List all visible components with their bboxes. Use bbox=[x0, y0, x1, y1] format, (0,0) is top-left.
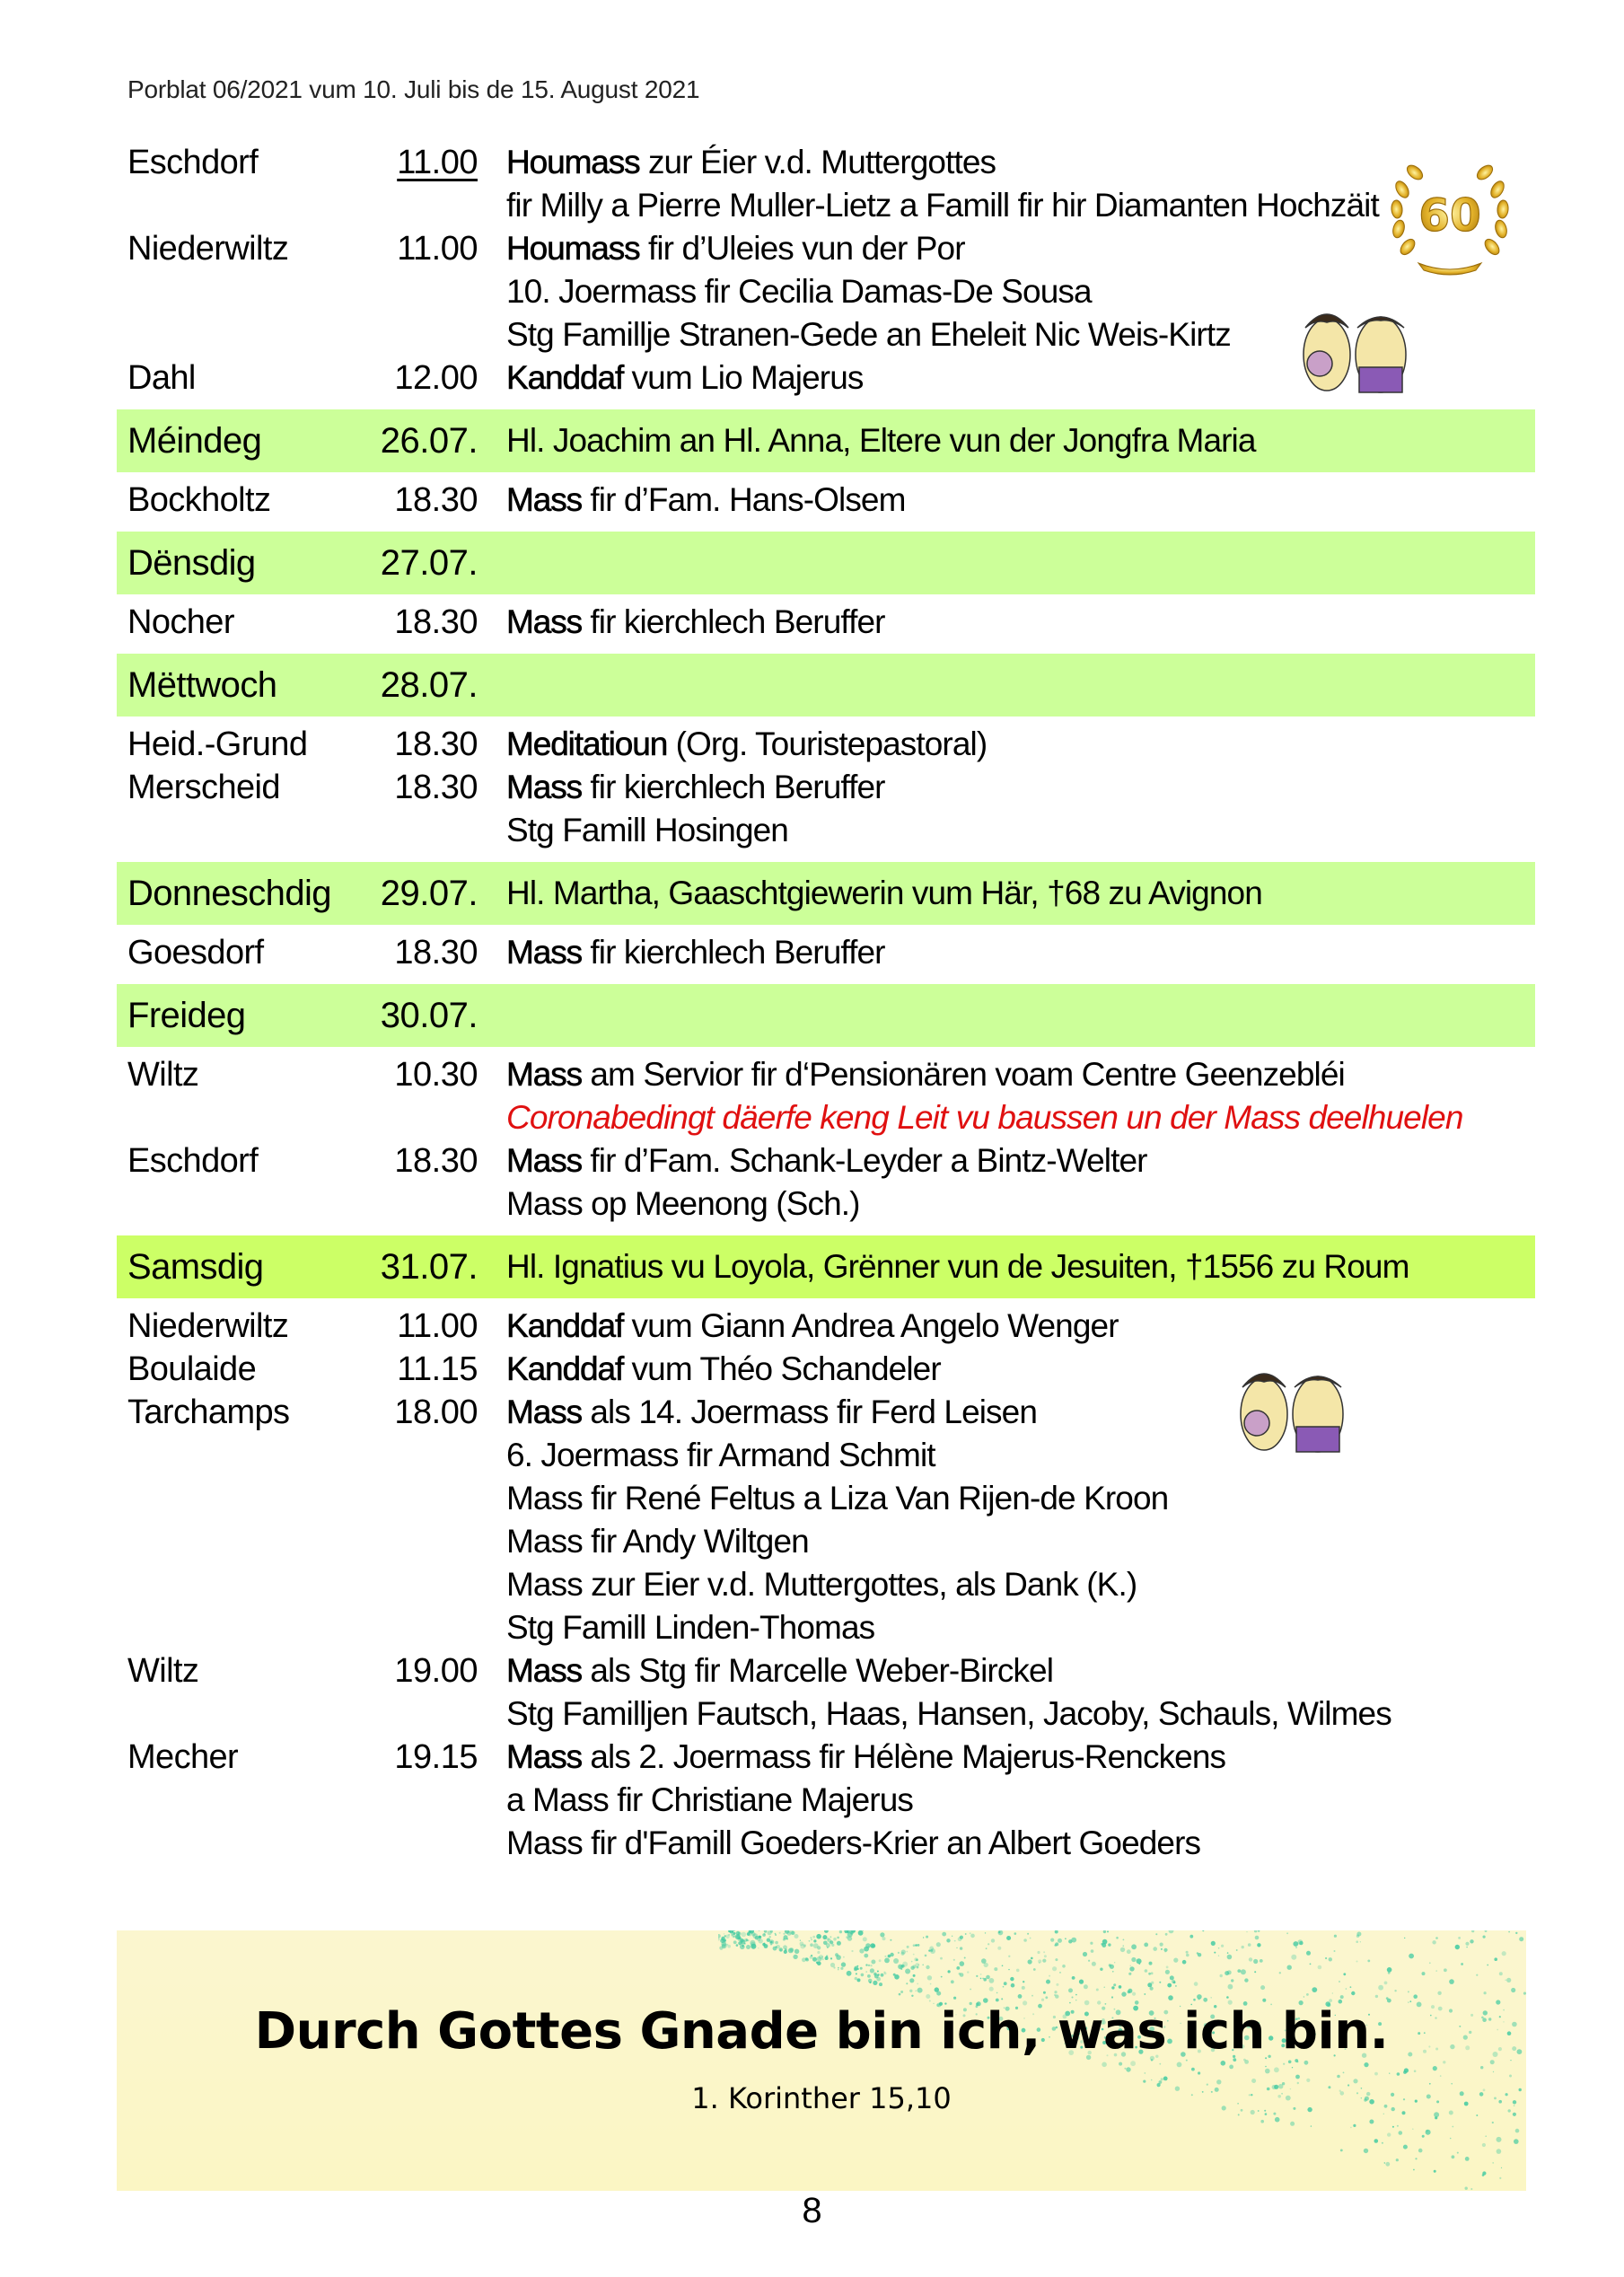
service-detail: 6. Joermass fir Armand Schmit bbox=[506, 1437, 935, 1473]
service-row bbox=[127, 1307, 1524, 1350]
service-row bbox=[127, 603, 1524, 646]
service-row bbox=[127, 1142, 1524, 1185]
service-row bbox=[127, 769, 1524, 812]
service-detail: Stg Famillje Stranen-Gede an Eheleit Nic Weis-Kirtz bbox=[506, 316, 1231, 353]
service-description bbox=[506, 144, 996, 181]
place-name: Boulaide bbox=[127, 1350, 257, 1388]
service-description bbox=[506, 769, 885, 806]
service-description bbox=[506, 1142, 1147, 1180]
service-description bbox=[506, 1056, 1345, 1094]
service-detail: Mass fir Andy Wiltgen bbox=[506, 1523, 809, 1560]
service-detail: 10. Joermass fir Cecilia Damas-De Sousa bbox=[506, 273, 1092, 310]
day-name: Mëttwoch bbox=[127, 664, 277, 705]
place-name: Eschdorf bbox=[127, 144, 259, 181]
service-row bbox=[127, 1824, 1524, 1868]
service-description bbox=[506, 273, 1092, 311]
day-header bbox=[117, 654, 1535, 717]
service-description bbox=[506, 725, 987, 763]
service-detail: Mass fir René Feltus a Liza Van Rijen-de Kroon bbox=[506, 1480, 1169, 1517]
day-name: Samsdig bbox=[127, 1246, 264, 1287]
place-name: Dahl bbox=[127, 359, 196, 397]
service-description bbox=[506, 934, 885, 971]
service-description bbox=[506, 1185, 860, 1223]
day-date: 26.07. bbox=[380, 420, 478, 461]
service-group bbox=[117, 481, 1535, 524]
service-description bbox=[506, 1523, 809, 1560]
service-type: Mass bbox=[506, 603, 582, 640]
service-detail: fir Milly a Pierre Muller-Lietz a Famill fir hir Diamanten Hochzäit bbox=[506, 187, 1379, 224]
service-time: 19.15 bbox=[394, 1738, 478, 1776]
place-name: Mecher bbox=[127, 1738, 239, 1776]
service-time: 18.30 bbox=[394, 481, 478, 519]
place-name: Wiltz bbox=[127, 1056, 199, 1094]
service-detail: (Org. Touristepastoral) bbox=[667, 725, 988, 762]
service-description bbox=[506, 812, 788, 849]
service-description bbox=[506, 603, 885, 641]
service-time: 10.30 bbox=[394, 1056, 478, 1094]
page-number: 8 bbox=[802, 2191, 822, 2230]
service-type: Houmass bbox=[506, 230, 640, 267]
service-row bbox=[127, 1480, 1524, 1523]
service-row bbox=[127, 481, 1524, 524]
day-name: Dënsdig bbox=[127, 542, 256, 583]
service-type: Mass bbox=[506, 481, 582, 518]
day-date: 28.07. bbox=[380, 664, 478, 705]
place-name: Merscheid bbox=[127, 769, 280, 806]
service-group bbox=[117, 725, 1535, 855]
service-description bbox=[506, 1824, 1200, 1862]
day-header bbox=[117, 532, 1535, 594]
service-description bbox=[506, 1695, 1391, 1733]
service-detail: Mass op Meenong (Sch.) bbox=[506, 1185, 860, 1222]
service-group bbox=[117, 934, 1535, 977]
service-time: 11.00 bbox=[397, 1307, 478, 1345]
service-detail: fir d’Fam. Hans-Olsem bbox=[582, 481, 906, 518]
service-detail: Stg Familljen Fautsch, Haas, Hansen, Jacoby, Schauls, Wilmes bbox=[506, 1695, 1391, 1732]
day-date: 27.07. bbox=[380, 542, 478, 583]
service-row bbox=[127, 1695, 1524, 1738]
feast-description: Hl. Martha, Gaaschtgiewerin vum Här, †68 zu Avignon bbox=[506, 875, 1262, 911]
service-time: 18.30 bbox=[394, 725, 478, 763]
feast-description: Hl. Ignatius vu Loyola, Grënner vun de Jesuiten, †1556 zu Roum bbox=[506, 1248, 1409, 1285]
service-description bbox=[506, 1437, 935, 1474]
service-detail: fir d’Fam. Schank-Leyder a Bintz-Welter bbox=[582, 1142, 1147, 1179]
service-type: Mass bbox=[506, 769, 582, 805]
service-row bbox=[127, 1738, 1524, 1781]
service-description bbox=[506, 1652, 1053, 1690]
service-row bbox=[127, 144, 1524, 187]
quote-banner bbox=[117, 1930, 1526, 2191]
service-detail: vum Lio Majerus bbox=[623, 359, 864, 396]
place-name: Tarchamps bbox=[127, 1393, 290, 1431]
service-group bbox=[117, 1056, 1535, 1228]
bible-reference: 1. Korinther 15,10 bbox=[691, 2081, 952, 2115]
place-name: Wiltz bbox=[127, 1652, 199, 1690]
day-header bbox=[117, 409, 1535, 472]
day-date: 31.07. bbox=[380, 1246, 478, 1287]
service-row bbox=[127, 230, 1524, 273]
service-row bbox=[127, 1652, 1524, 1695]
service-description bbox=[506, 1781, 913, 1819]
service-row bbox=[127, 1609, 1524, 1652]
service-detail: fir kierchlech Beruffer bbox=[582, 769, 885, 805]
service-detail: fir d’Uleies vun der Por bbox=[639, 230, 965, 267]
day-date: 30.07. bbox=[380, 995, 478, 1035]
service-row bbox=[127, 1185, 1524, 1228]
place-name: Nocher bbox=[127, 603, 234, 641]
service-description bbox=[506, 1099, 1463, 1137]
place-name: Goesdorf bbox=[127, 934, 264, 971]
spray-decoration bbox=[718, 1930, 1526, 2191]
service-detail: am Servior fir d‘Pensionären voam Centre Geenzebléi bbox=[582, 1056, 1345, 1093]
service-time: 11.00 bbox=[397, 144, 478, 181]
day-name: Freideg bbox=[127, 995, 246, 1035]
feast-description: Hl. Joachim an Hl. Anna, Eltere vun der Jongfra Maria bbox=[506, 422, 1256, 459]
service-group bbox=[117, 603, 1535, 646]
service-type: Kanddaf bbox=[506, 1350, 624, 1387]
service-row bbox=[127, 812, 1524, 855]
service-row bbox=[127, 1566, 1524, 1609]
day-header bbox=[117, 984, 1535, 1047]
day-name: Donneschdig bbox=[127, 873, 331, 913]
service-description bbox=[506, 1609, 874, 1647]
service-detail: vum Théo Schandeler bbox=[623, 1350, 941, 1387]
service-row bbox=[127, 1523, 1524, 1566]
laurel-wreath-icon bbox=[1383, 148, 1517, 283]
day-name: Méindeg bbox=[127, 420, 262, 461]
service-time: 11.15 bbox=[397, 1350, 478, 1388]
page-header: Porblat 06/2021 vum 10. Juli bis de 15. August 2021 bbox=[127, 75, 700, 103]
service-description bbox=[506, 230, 965, 268]
service-row bbox=[127, 934, 1524, 977]
service-type: Mass bbox=[506, 1652, 582, 1689]
service-detail: Stg Famill Hosingen bbox=[506, 812, 788, 848]
service-type: Mass bbox=[506, 1056, 582, 1093]
service-detail: vum Giann Andrea Angelo Wenger bbox=[623, 1307, 1119, 1344]
place-name: Bockholtz bbox=[127, 481, 271, 519]
service-time: 18.30 bbox=[394, 934, 478, 971]
service-detail: Stg Famill Linden-Thomas bbox=[506, 1609, 875, 1646]
service-type: Mass bbox=[506, 1142, 582, 1179]
service-description bbox=[506, 1738, 1225, 1776]
service-row bbox=[127, 725, 1524, 769]
service-type: Mass bbox=[506, 1738, 582, 1775]
service-time: 18.00 bbox=[394, 1393, 478, 1431]
service-detail: Mass fir d'Famill Goeders-Krier an Albert Goeders bbox=[506, 1824, 1201, 1861]
service-time: 11.00 bbox=[397, 230, 478, 268]
service-description bbox=[506, 481, 906, 519]
service-row bbox=[127, 1056, 1524, 1099]
svg-text:60: 60 bbox=[1418, 189, 1481, 242]
service-row bbox=[127, 1781, 1524, 1824]
notice-text: Coronabedingt däerfe keng Leit vu baussen un der Mass deelhuelen bbox=[506, 1099, 1463, 1136]
place-name: Niederwiltz bbox=[127, 230, 289, 268]
bible-quote: Durch Gottes Gnade bin ich, was ich bin. bbox=[254, 2002, 1389, 2061]
service-type: Mass bbox=[506, 1393, 582, 1430]
service-time: 12.00 bbox=[394, 359, 478, 397]
day-date: 29.07. bbox=[380, 873, 478, 913]
place-name: Eschdorf bbox=[127, 1142, 259, 1180]
service-time: 18.30 bbox=[394, 1142, 478, 1180]
service-detail: fir kierchlech Beruffer bbox=[582, 603, 885, 640]
service-time: 18.30 bbox=[394, 769, 478, 806]
service-type: Kanddaf bbox=[506, 1307, 624, 1344]
service-time: 19.00 bbox=[394, 1652, 478, 1690]
service-description bbox=[506, 359, 863, 397]
service-detail: zur Éier v.d. Muttergottes bbox=[639, 144, 996, 180]
couple-with-baby-icon-2 bbox=[1230, 1360, 1356, 1459]
service-detail: Mass zur Eier v.d. Muttergottes, als Dank (K.) bbox=[506, 1566, 1137, 1603]
service-description bbox=[506, 1480, 1168, 1517]
service-type: Houmass bbox=[506, 144, 640, 180]
day-header bbox=[117, 1235, 1535, 1298]
couple-with-baby-icon bbox=[1293, 301, 1418, 400]
service-row bbox=[127, 187, 1524, 230]
service-type: Mass bbox=[506, 934, 582, 971]
service-detail: a Mass fir Christiane Majerus bbox=[506, 1781, 913, 1818]
service-description bbox=[506, 1307, 1119, 1345]
place-name: Niederwiltz bbox=[127, 1307, 289, 1345]
day-header bbox=[117, 862, 1535, 925]
service-description bbox=[506, 316, 1231, 354]
service-detail: als 2. Joermass fir Hélène Majerus-Renckens bbox=[582, 1738, 1226, 1775]
service-detail: als 14. Joermass fir Ferd Leisen bbox=[582, 1393, 1038, 1430]
service-description bbox=[506, 1566, 1137, 1604]
place-name: Heid.-Grund bbox=[127, 725, 308, 763]
service-description bbox=[506, 1350, 941, 1388]
service-time: 18.30 bbox=[394, 603, 478, 641]
service-type: Kanddaf bbox=[506, 359, 624, 396]
service-description bbox=[506, 1393, 1037, 1431]
service-type: Meditatioun bbox=[506, 725, 668, 762]
service-detail: als Stg fir Marcelle Weber-Birckel bbox=[582, 1652, 1054, 1689]
service-detail: fir kierchlech Beruffer bbox=[582, 934, 885, 971]
service-row bbox=[127, 1099, 1524, 1142]
service-description bbox=[506, 187, 1379, 224]
schedule bbox=[117, 144, 1535, 1868]
